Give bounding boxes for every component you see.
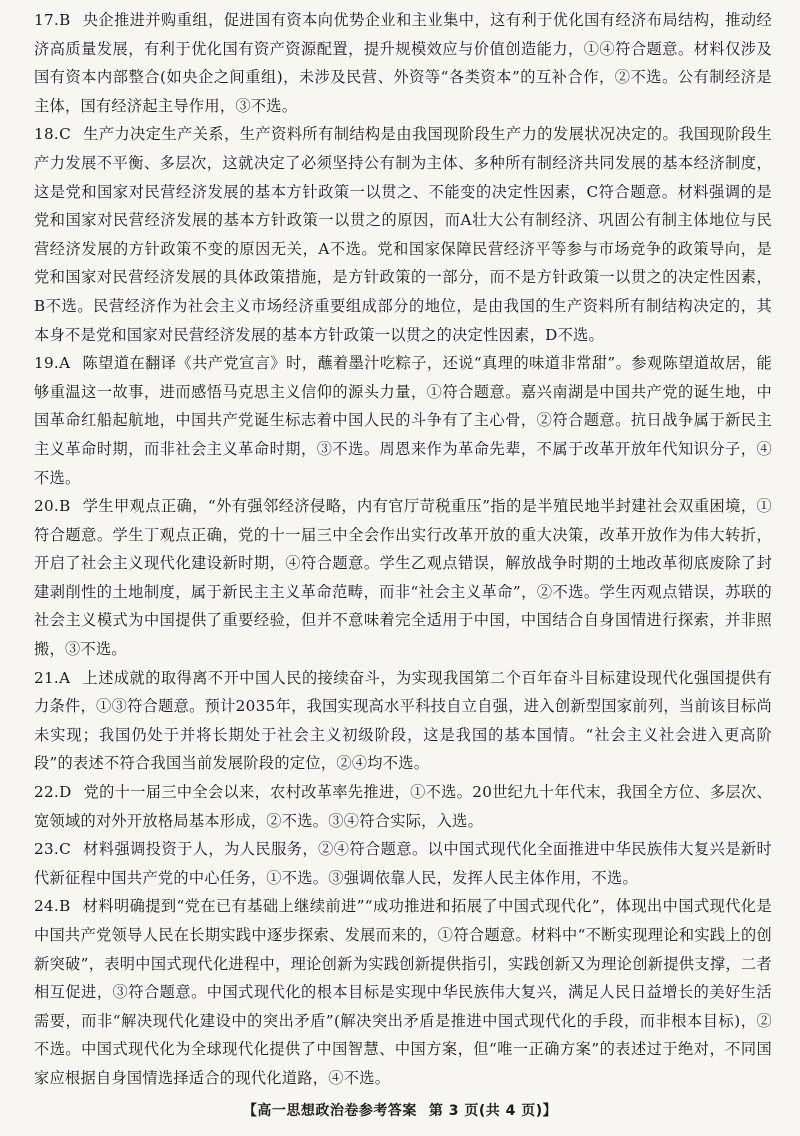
question-number: 18.: [34, 125, 60, 144]
answer-choice: C: [59, 125, 71, 144]
answer-item-19: [34, 349, 772, 492]
answer-choice: A: [59, 354, 71, 373]
answer-item-20: [34, 492, 772, 664]
answer-explanation: 学生甲观点正确，“外有强邻经济侵略，内有官厅苛税重压”指的是半殖民地半封建社会双重困境，①符合题意。学生丁观点正确，党的十一届三中全会作出实行改革开放的重大决策，改革开放作为伟大转折，开启了社会主义现代化建设新时期，④符合题意。学生乙观点错误，解放战争时期的土地改革彻底废除了封建剥削性的土地制度，属于新民主主义革命范畴，而非“社会主义革命”，②不选。学生丙观点错误，苏联的社会主义模式为中国提供了重要经验，但并不意味着完全适用于中国，中国结合自身国情进行探索，并非照搬，③不选。: [34, 497, 772, 659]
answer-explanation: 材料明确提到“党在已有基础上继续前进”“成功推进和拓展了中国式现代化”，体现出中国式现代化是中国共产党领导人民在长期实践中逐步探索、发展而来的，①符合题意。材料中“不断实现理论和实践上的创新突破”，表明中国式现代化进程中，理论创新为实践创新提供指引，实践创新又为理论创新提供支撑，二者相互促进，③符合题意。中国式现代化的根本目标是实现中华民族伟大复兴，满足人民日益增长的美好生活需要，而非“解决现代化建设中的突出矛盾”(解决突出矛盾是推进中国式现代化的手段，而非根本目标)，②不选。中国式现代化为全球现代化提供了中国智慧、中国方案，但“唯一正确方案”的表述过于绝对，不同国家应根据自身国情选择适合的现代化道路，④不选。: [34, 897, 772, 1087]
answer-choice: B: [59, 897, 71, 916]
question-number: 19.: [34, 354, 60, 373]
question-number: 21.: [34, 668, 60, 687]
answer-explanation: 上述成就的取得离不开中国人民的接续奋斗，为实现我国第二个百年奋斗目标建设现代化强国提供有力条件，①③符合题意。预计2035年，我国实现高水平科技自立自强，进入创新型国家前列，当前该目标尚未实现；我国仍处于并将长期处于社会主义初级阶段，这是我国的基本国情。“社会主义社会进入更高阶段”的表述不符合我国当前发展阶段的定位，②④均不选。: [34, 668, 772, 773]
answer-choice: B: [59, 497, 71, 516]
answer-explanation: 材料强调投资于人，为人民服务，②④符合题意。以中国式现代化全面推进中华民族伟大复兴是新时代新征程中国共产党的中心任务，①不选。③强调依靠人民，发挥人民主体作用，不选。: [34, 840, 772, 887]
footer-page-number: 第 3 页(共 4 页)】: [428, 1103, 558, 1119]
answer-item-22: [34, 778, 772, 835]
answer-choice: A: [59, 668, 71, 687]
answer-explanation: 陈望道在翻译《共产党宣言》时，蘸着墨汁吃粽子，还说“真理的味道非常甜”。参观陈望道故居，能够重温这一故事，进而感悟马克思主义信仰的源头力量，①符合题意。嘉兴南湖是中国共产党的诞生地，中国革命红船起航地，中国共产党诞生标志着中国人民的斗争有了主心骨，②符合题意。抗日战争属于新民主主义革命时期，而非社会主义革命时期，③不选。周恩来作为革命先辈，不属于改革开放年代知识分子，④不选。: [34, 354, 772, 487]
answer-explanation: 党的十一届三中全会以来，农村改革率先推进，①不选。20世纪九十年代末，我国全方位、多层次、宽领域的对外开放格局基本形成，②不选。③④符合实际，入选。: [34, 783, 772, 830]
question-number: 20.: [34, 497, 60, 516]
answer-choice: C: [59, 840, 71, 859]
answer-choice: B: [59, 11, 71, 29]
footer-title: 【高一思想政治卷参考答案: [242, 1103, 417, 1119]
answer-item-17: [34, 6, 772, 120]
answer-item-21: [34, 664, 772, 778]
page-footer: [0, 1100, 800, 1120]
answer-item-18: [34, 120, 772, 349]
question-number: 17.: [34, 11, 60, 29]
question-number: 23.: [34, 840, 60, 859]
answer-item-23: [34, 835, 772, 892]
answer-explanation: 生产力决定生产关系，生产资料所有制结构是由我国现阶段生产力的发展状况决定的。我国现阶段生产力发展不平衡、多层次，这就决定了必须坚持公有制为主体、多种所有制经济共同发展的基本经济制度，这是党和国家对民营经济发展的基本方针政策一以贯之、不能变的决定性因素，C符合题意。材料强调的是党和国家对民营经济发展的基本方针政策一以贯之的原因，而A壮大公有制经济、巩固公有制主体地位与民营经济发展的方针政策不变的原因无关，A不选。党和国家保障民营经济平等参与市场竞争的政策导向，是党和国家对民营经济发展的具体政策措施，是方针政策的一部分，而不是方针政策一以贯之的决定性因素，B不选。民营经济作为社会主义市场经济重要组成部分的地位，是由我国的生产资料所有制结构决定的，其本身不是党和国家对民营经济发展的基本方针政策一以贯之的决定性因素，D不选。: [34, 125, 772, 344]
question-number: 24.: [34, 897, 60, 916]
answer-item-24: [34, 892, 772, 1092]
answer-choice: D: [59, 783, 72, 802]
question-number: 22.: [34, 783, 60, 802]
answer-list: [34, 6, 772, 1093]
answer-explanation: 央企推进并购重组，促进国有资本向优势企业和主业集中，这有利于优化国有经济布局结构，推动经济高质量发展，有利于优化国有资产资源配置，提升规模效应与价值创造能力，①④符合题意。材料仅涉及国有资本内部整合(如央企之间重组)，未涉及民营、外资等“各类资本”的互补合作，②不选。公有制经济是主体，国有经济起主导作用，③不选。: [34, 11, 772, 115]
